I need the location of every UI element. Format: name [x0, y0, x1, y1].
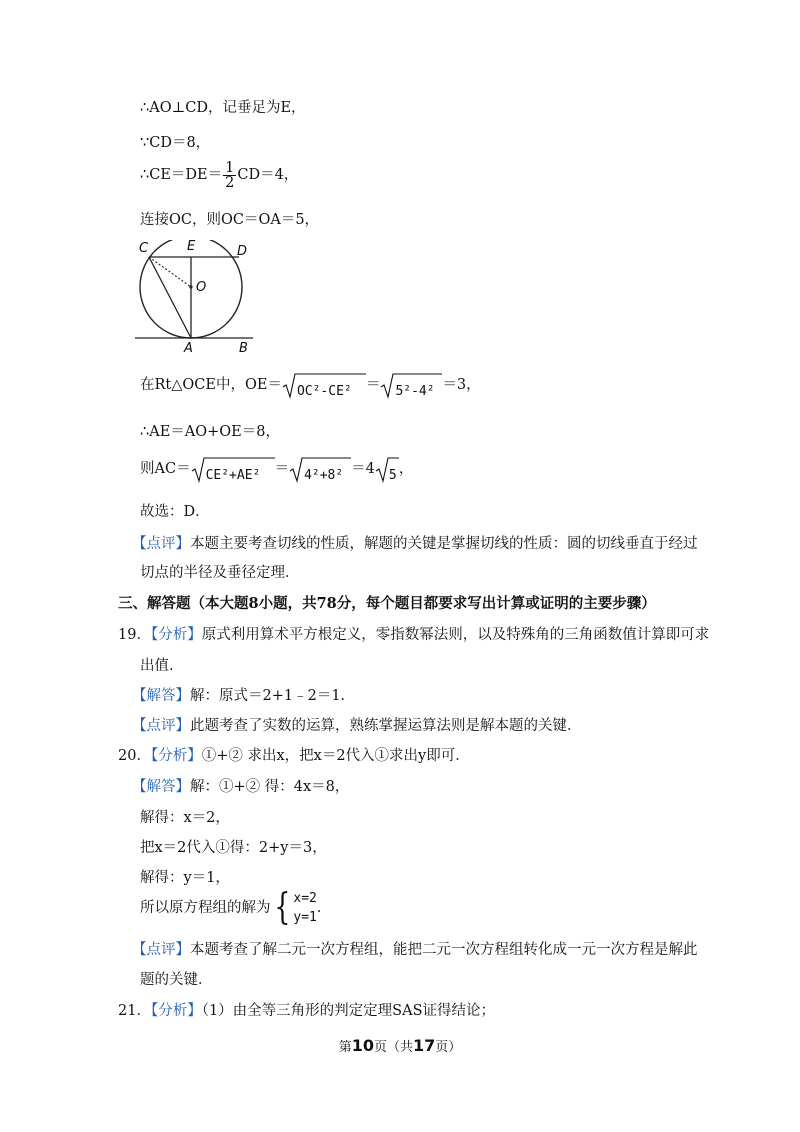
text-line [118, 625, 709, 645]
footer-text: 页） [435, 1040, 462, 1055]
system-equation: y=1 [293, 910, 317, 925]
text-line [118, 1001, 495, 1021]
radical [191, 455, 275, 483]
footer-text: 页（共 [373, 1040, 413, 1055]
numerator: 1 [225, 159, 235, 176]
text-line: 题的关键． [140, 972, 213, 988]
analysis-tag: 【分析】 [150, 1003, 202, 1019]
system-equation: x=2 [293, 891, 317, 906]
text-segment: 解：原式＝2+1﹣2＝1． [190, 688, 356, 704]
answer-tag: 【解答】 [132, 779, 190, 795]
text-segment: ＝ [365, 377, 381, 393]
text-line [132, 716, 582, 736]
point-label-b: B [239, 341, 248, 356]
equation-system [293, 889, 316, 927]
text-line [140, 160, 298, 190]
text-line [118, 746, 470, 766]
text-line [132, 777, 349, 797]
text-line: ∵CD＝8， [140, 135, 211, 151]
analysis-tag: 【分析】 [150, 627, 202, 643]
text-line [140, 888, 331, 928]
text-segment: 本题主要考查切线的性质，解题的关键是掌握切线的性质：圆的切线垂直于经过 [190, 536, 698, 552]
radical [282, 371, 366, 399]
text-line [132, 534, 698, 554]
text-segment: ∴CE＝DE＝ [140, 167, 223, 183]
text-line [140, 370, 481, 400]
analysis-tag: 【分析】 [150, 748, 202, 764]
text-segment: 原式利用算术平方根定义，零指数幂法则，以及特殊角的三角函数值计算即可求 [201, 627, 710, 643]
text-segment: 本题考查了解二元一次方程组，能把二元一次方程组转化成一元一次方程是解此 [190, 942, 698, 958]
text-segment: 所以原方程组的解为 [140, 900, 271, 916]
text-line: ∴AO⊥CD，记垂足为E， [140, 100, 306, 116]
text-line: 连接OC，则OC＝OA＝5， [140, 212, 320, 228]
text-segment: ①+② 求出x，把x＝2代入①求出y即可． [201, 748, 470, 764]
circle-diagram [135, 240, 275, 358]
fraction [223, 161, 236, 190]
point-label-e: E [187, 239, 196, 254]
text-segment: 此题考查了实数的运算，熟练掌握运算法则是解本题的关键． [190, 718, 582, 734]
text-segment: ＝ [274, 461, 290, 477]
text-line [140, 454, 413, 484]
point-label-d: D [237, 244, 248, 259]
point-label-c: C [139, 241, 149, 256]
text-segment: 在Rt△OCE中，OE＝ [140, 377, 282, 393]
comment-tag: 【点评】 [132, 718, 190, 734]
page-number: 10 [351, 1036, 374, 1055]
question-number: 21． [118, 1003, 151, 1019]
radicand: 4²+8² [304, 468, 344, 483]
question-number: 19． [118, 627, 151, 643]
page-footer [0, 1036, 800, 1055]
text-line [132, 940, 698, 960]
radical [375, 455, 399, 483]
radical [380, 371, 442, 399]
text-segment: CD＝4， [237, 167, 299, 183]
radicand: OC²-CE² [296, 384, 352, 399]
text-segment: ＝3， [442, 377, 481, 393]
comment-tag: 【点评】 [132, 536, 190, 552]
text-segment: ， [398, 461, 414, 477]
answer-tag: 【解答】 [132, 688, 190, 704]
text-line: 把x＝2代入①得：2+y＝3， [140, 840, 327, 856]
section-heading: 三、解答题（本大题8小题，共78分，每个题目都要求写出计算或证明的主要步骤） [118, 595, 656, 612]
equation-system-brace: { [273, 887, 290, 928]
radical [289, 455, 351, 483]
circle-figure [135, 240, 275, 358]
footer-text: 第 [338, 1040, 352, 1055]
radicand: CE²+AE² [205, 468, 261, 483]
text-line: 解得：y＝1， [140, 870, 230, 886]
question-number: 20． [118, 748, 151, 764]
comment-tag: 【点评】 [132, 942, 190, 958]
text-segment: 则AC＝ [140, 461, 191, 477]
text-segment: ＝4 [351, 461, 375, 477]
text-segment: 解：①+② 得：4x＝8， [190, 779, 350, 795]
point-label-o: O [196, 280, 207, 295]
text-line: 切点的半径及垂径定理． [140, 565, 300, 581]
page-total: 17 [413, 1036, 436, 1055]
text-line: 出值． [140, 658, 184, 674]
denominator: 2 [225, 174, 235, 191]
radicand: 5 [388, 468, 397, 483]
point-label-a: A [184, 341, 193, 356]
text-segment: ． [316, 900, 332, 916]
text-line: ∴AE＝AO+OE＝8， [140, 424, 280, 440]
text-segment: （1）由全等三角形的判定定理SAS证得结论； [201, 1003, 496, 1019]
text-line [132, 686, 355, 706]
text-line: 解得：x＝2， [140, 810, 230, 826]
text-line: 故选：D． [140, 504, 210, 520]
radicand: 5²-4² [395, 384, 435, 399]
